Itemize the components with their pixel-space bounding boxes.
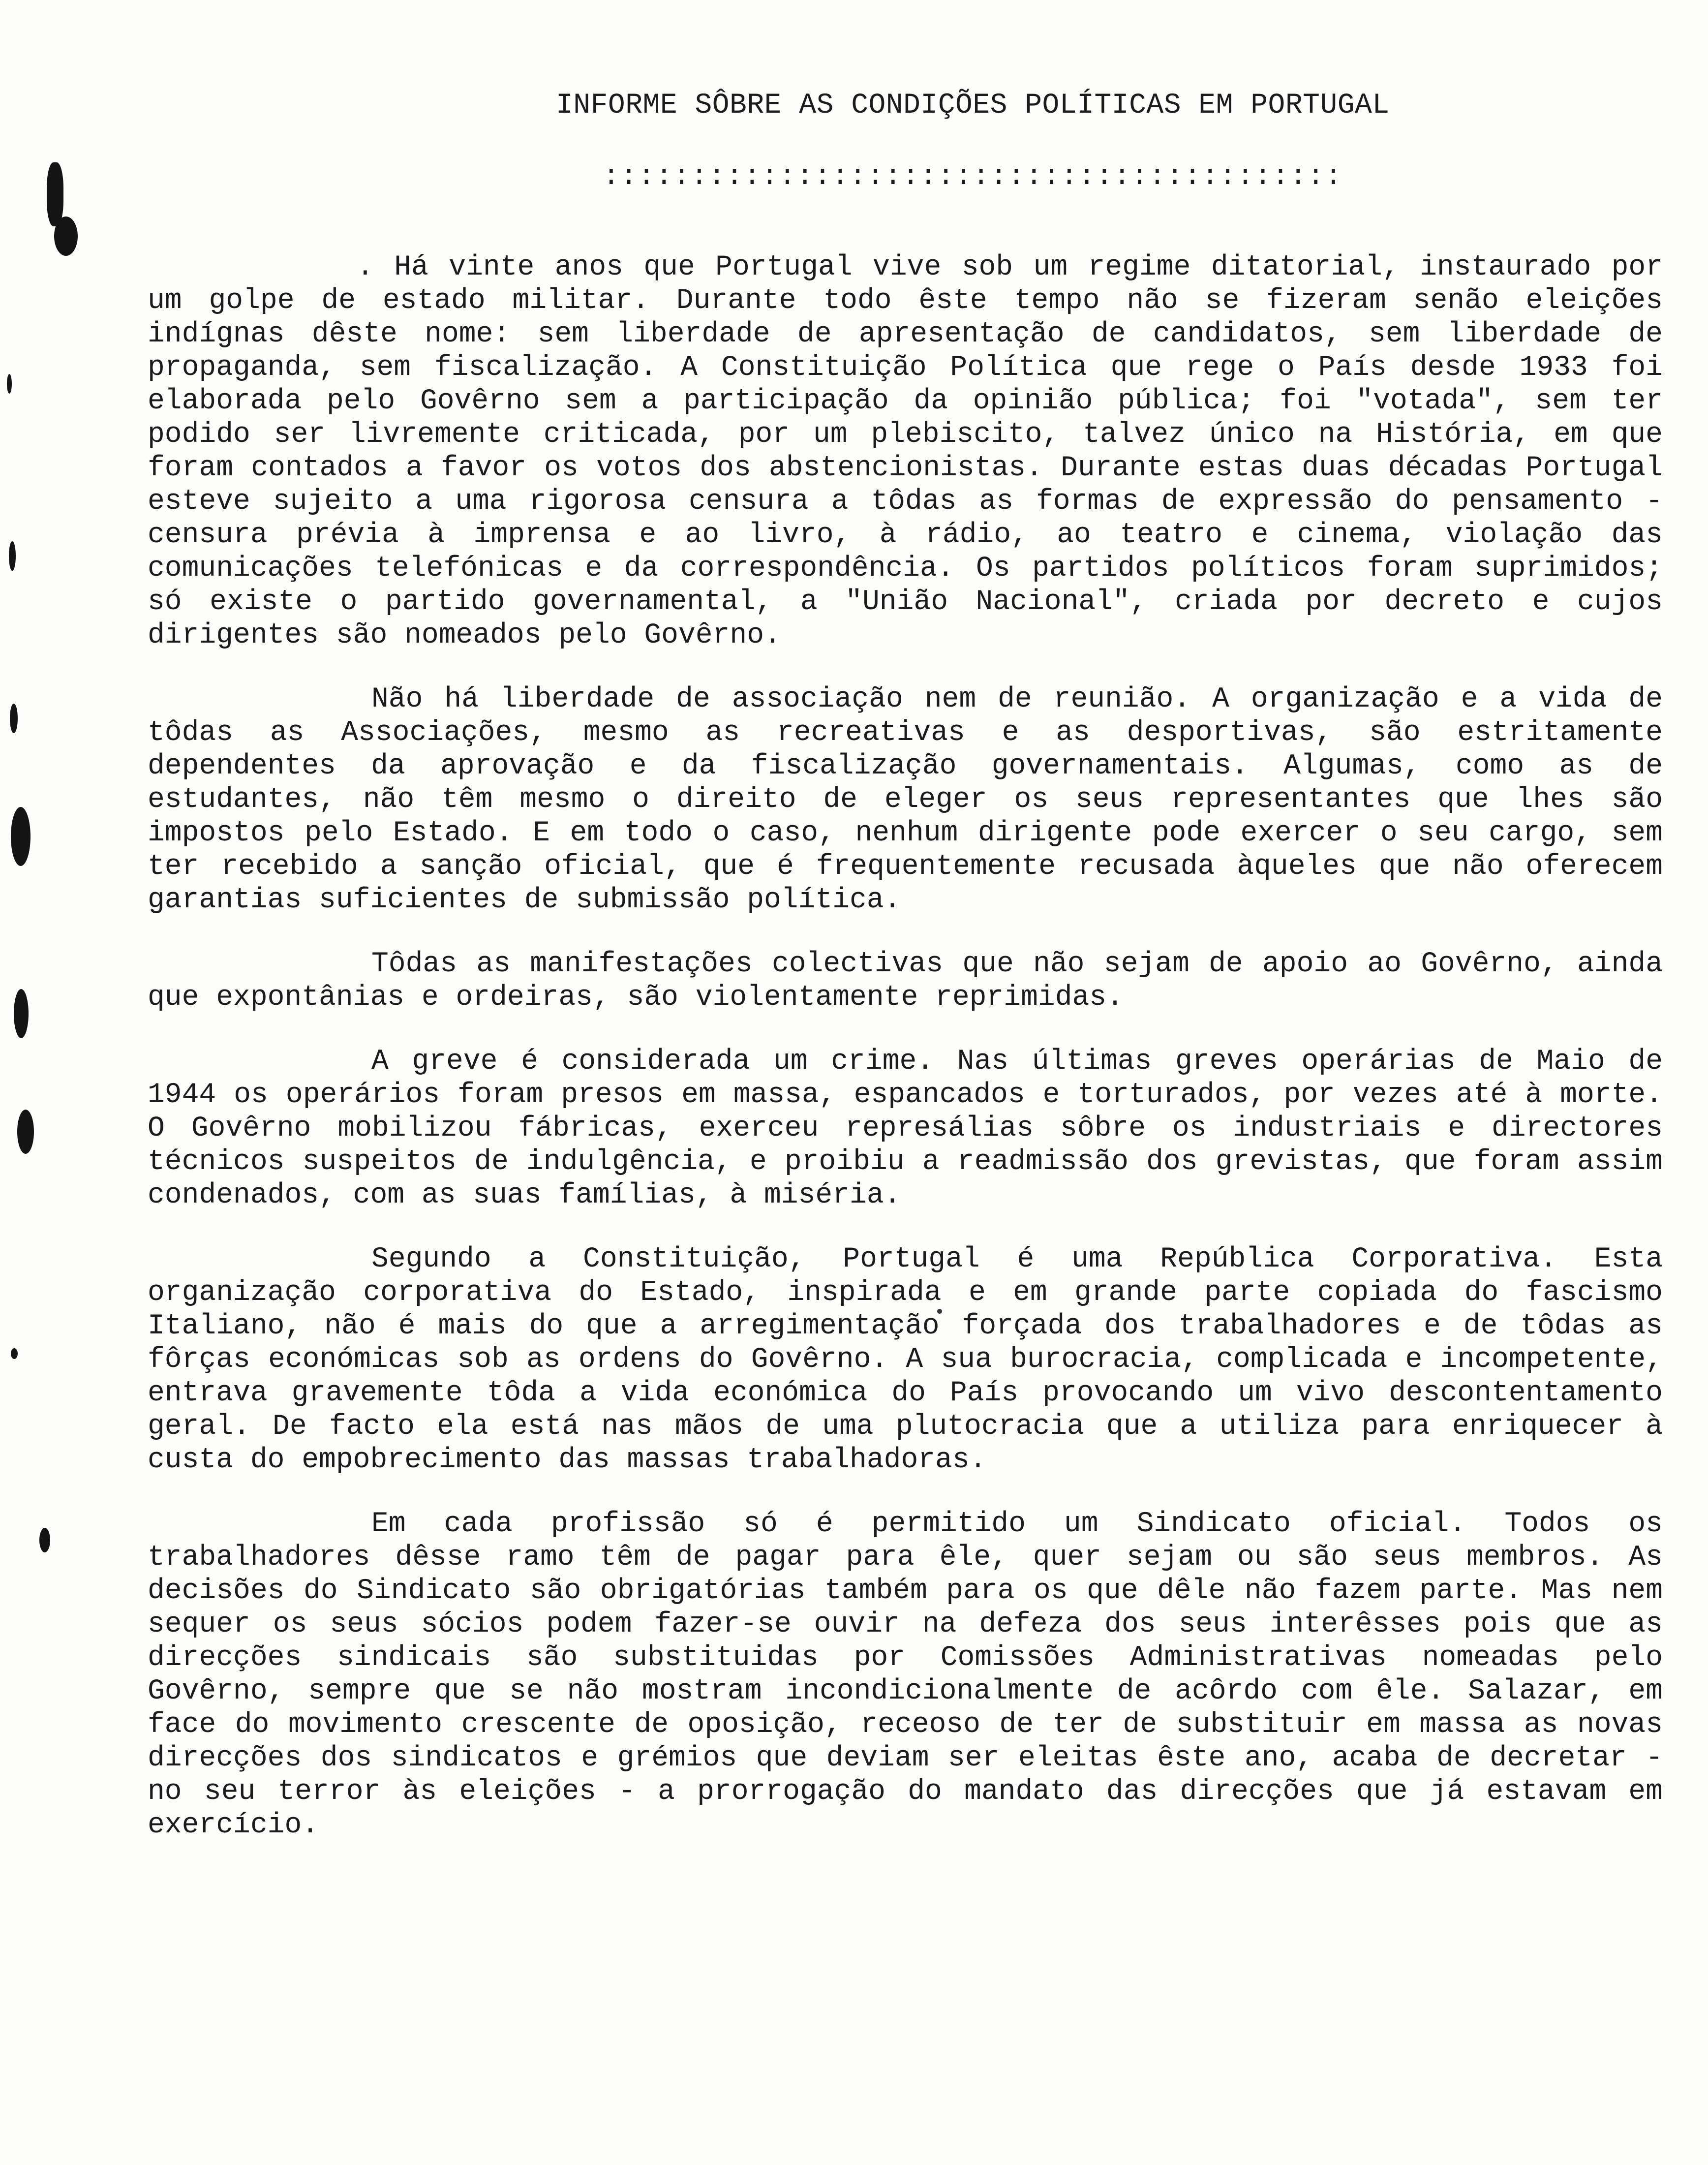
edge-mark (10, 704, 18, 733)
edge-mark (17, 1110, 34, 1154)
edge-mark (9, 541, 16, 571)
title-separator: :::::::::::::::::::::::::::::::::::::::::: (603, 161, 1342, 193)
paragraph: . Há vinte anos que Portugal vive sob um regime ditatorial, instaurado por um golpe de estado militar. Durante todo êste tempo não se fizeram senão eleições indígnas dêste nome: sem liberdade de apresentação de candidatos, sem liberdade de propaganda, sem fiscalização. A Constituição Política que rege o País desde 1933 foi elaborada pelo Govêrno sem a participação da opinião pública; foi "votada", sem ter podido ser livremente criticada, por um plebiscito, talvez único na História, em que foram contados a favor os votos dos abstencionistas. Durante estas duas décadas Portugal esteve sujeito a uma rigorosa censura a tôdas as formas de expressão do pensamento - censura prévia à imprensa e ao livro, à rádio, ao teatro e cinema, violação das comunicações telefónicas e da correspondência. Os partidos políticos foram suprimidos; só existe o partido governamental, a "União Nacional", criada por decreto e cujos dirigentes são nomeados pelo Govêrno. (148, 251, 1663, 651)
edge-mark (14, 989, 29, 1038)
edge-mark (39, 1528, 50, 1552)
paragraph: Segundo a Constituição, Portugal é uma República Corporativa. Esta organização corporativa do Estado, inspirada e em grande parte copiada do fascismo Italiano, não é mais do que a arregimentação forçada dos trabalhadores e de tôdas as fôrças económicas sob as ordens do Govêrno. A sua burocracia, complicada e incompetente, entrava gravemente tôda a vida económica do País provocando um vivo descontentamento geral. De facto ela está nas mãos de uma plutocracia que a utiliza para enriquecer à custa do empobrecimento das massas trabalhadoras. (148, 1243, 1663, 1476)
paragraph: Em cada profissão só é permitido um Sindicato oficial. Todos os trabalhadores dêsse ramo têm de pagar para êle, quer sejam ou são seus membros. As decisões do Sindicato são obrigatórias também para os que dêle não fazem parte. Mas nem sequer os seus sócios podem fazer-se ouvir na defeza dos seus interêsses pois que as direcções sindicais são substituidas por Comissões Administrativas nomeadas pelo Govêrno, sempre que se não mostram incondicionalmente de acôrdo com êle. Salazar, em face do movimento crescente de oposição, receoso de ter de substituir em massa as novas direcções dos sindicatos e grémios que deviam ser eleitas êste ano, acaba de decretar - no seu terror às eleições - a prorrogação do mandato das direcções que já estavam em exercício. (148, 1508, 1663, 1841)
paragraph: Tôdas as manifestações colectivas que não sejam de apoio ao Govêrno, ainda que expontânias e ordeiras, são violentamente reprimidas. (148, 948, 1663, 1014)
document-body (148, 251, 1663, 1873)
document-title: INFORME SÔBRE AS CONDIÇÕES POLÍTICAS EM PORTUGAL (556, 90, 1390, 122)
edge-mark (11, 807, 30, 866)
edge-mark (11, 1348, 18, 1359)
paragraph: Não há liberdade de associação nem de reunião. A organização e a vida de tôdas as Associações, mesmo as recreativas e as desportivas, são estritamente dependentes da aprovação e da fiscalização governamentais. Algumas, como as de estudantes, não têm mesmo o direito de eleger os seus representantes que lhes são impostos pelo Estado. E em todo o caso, nenhum dirigente pode exercer o seu cargo, sem ter recebido a sanção oficial, que é frequentemente recusada àqueles que não oferecem garantias suficientes de submissão política. (148, 683, 1663, 916)
paragraph: A greve é considerada um crime. Nas últimas greves operárias de Maio de 1944 os operários foram presos em massa, espancados e torturados, por vezes até à morte. O Govêrno mobilizou fábricas, exerceu represálias sôbre os industriais e directores técnicos suspeitos de indulgência, e proibiu a readmissão dos grevistas, que foram assim condenados, com as suas famílias, à miséria. (148, 1046, 1663, 1211)
edge-mark (47, 162, 63, 226)
edge-mark (7, 374, 12, 394)
edge-mark (54, 216, 78, 256)
